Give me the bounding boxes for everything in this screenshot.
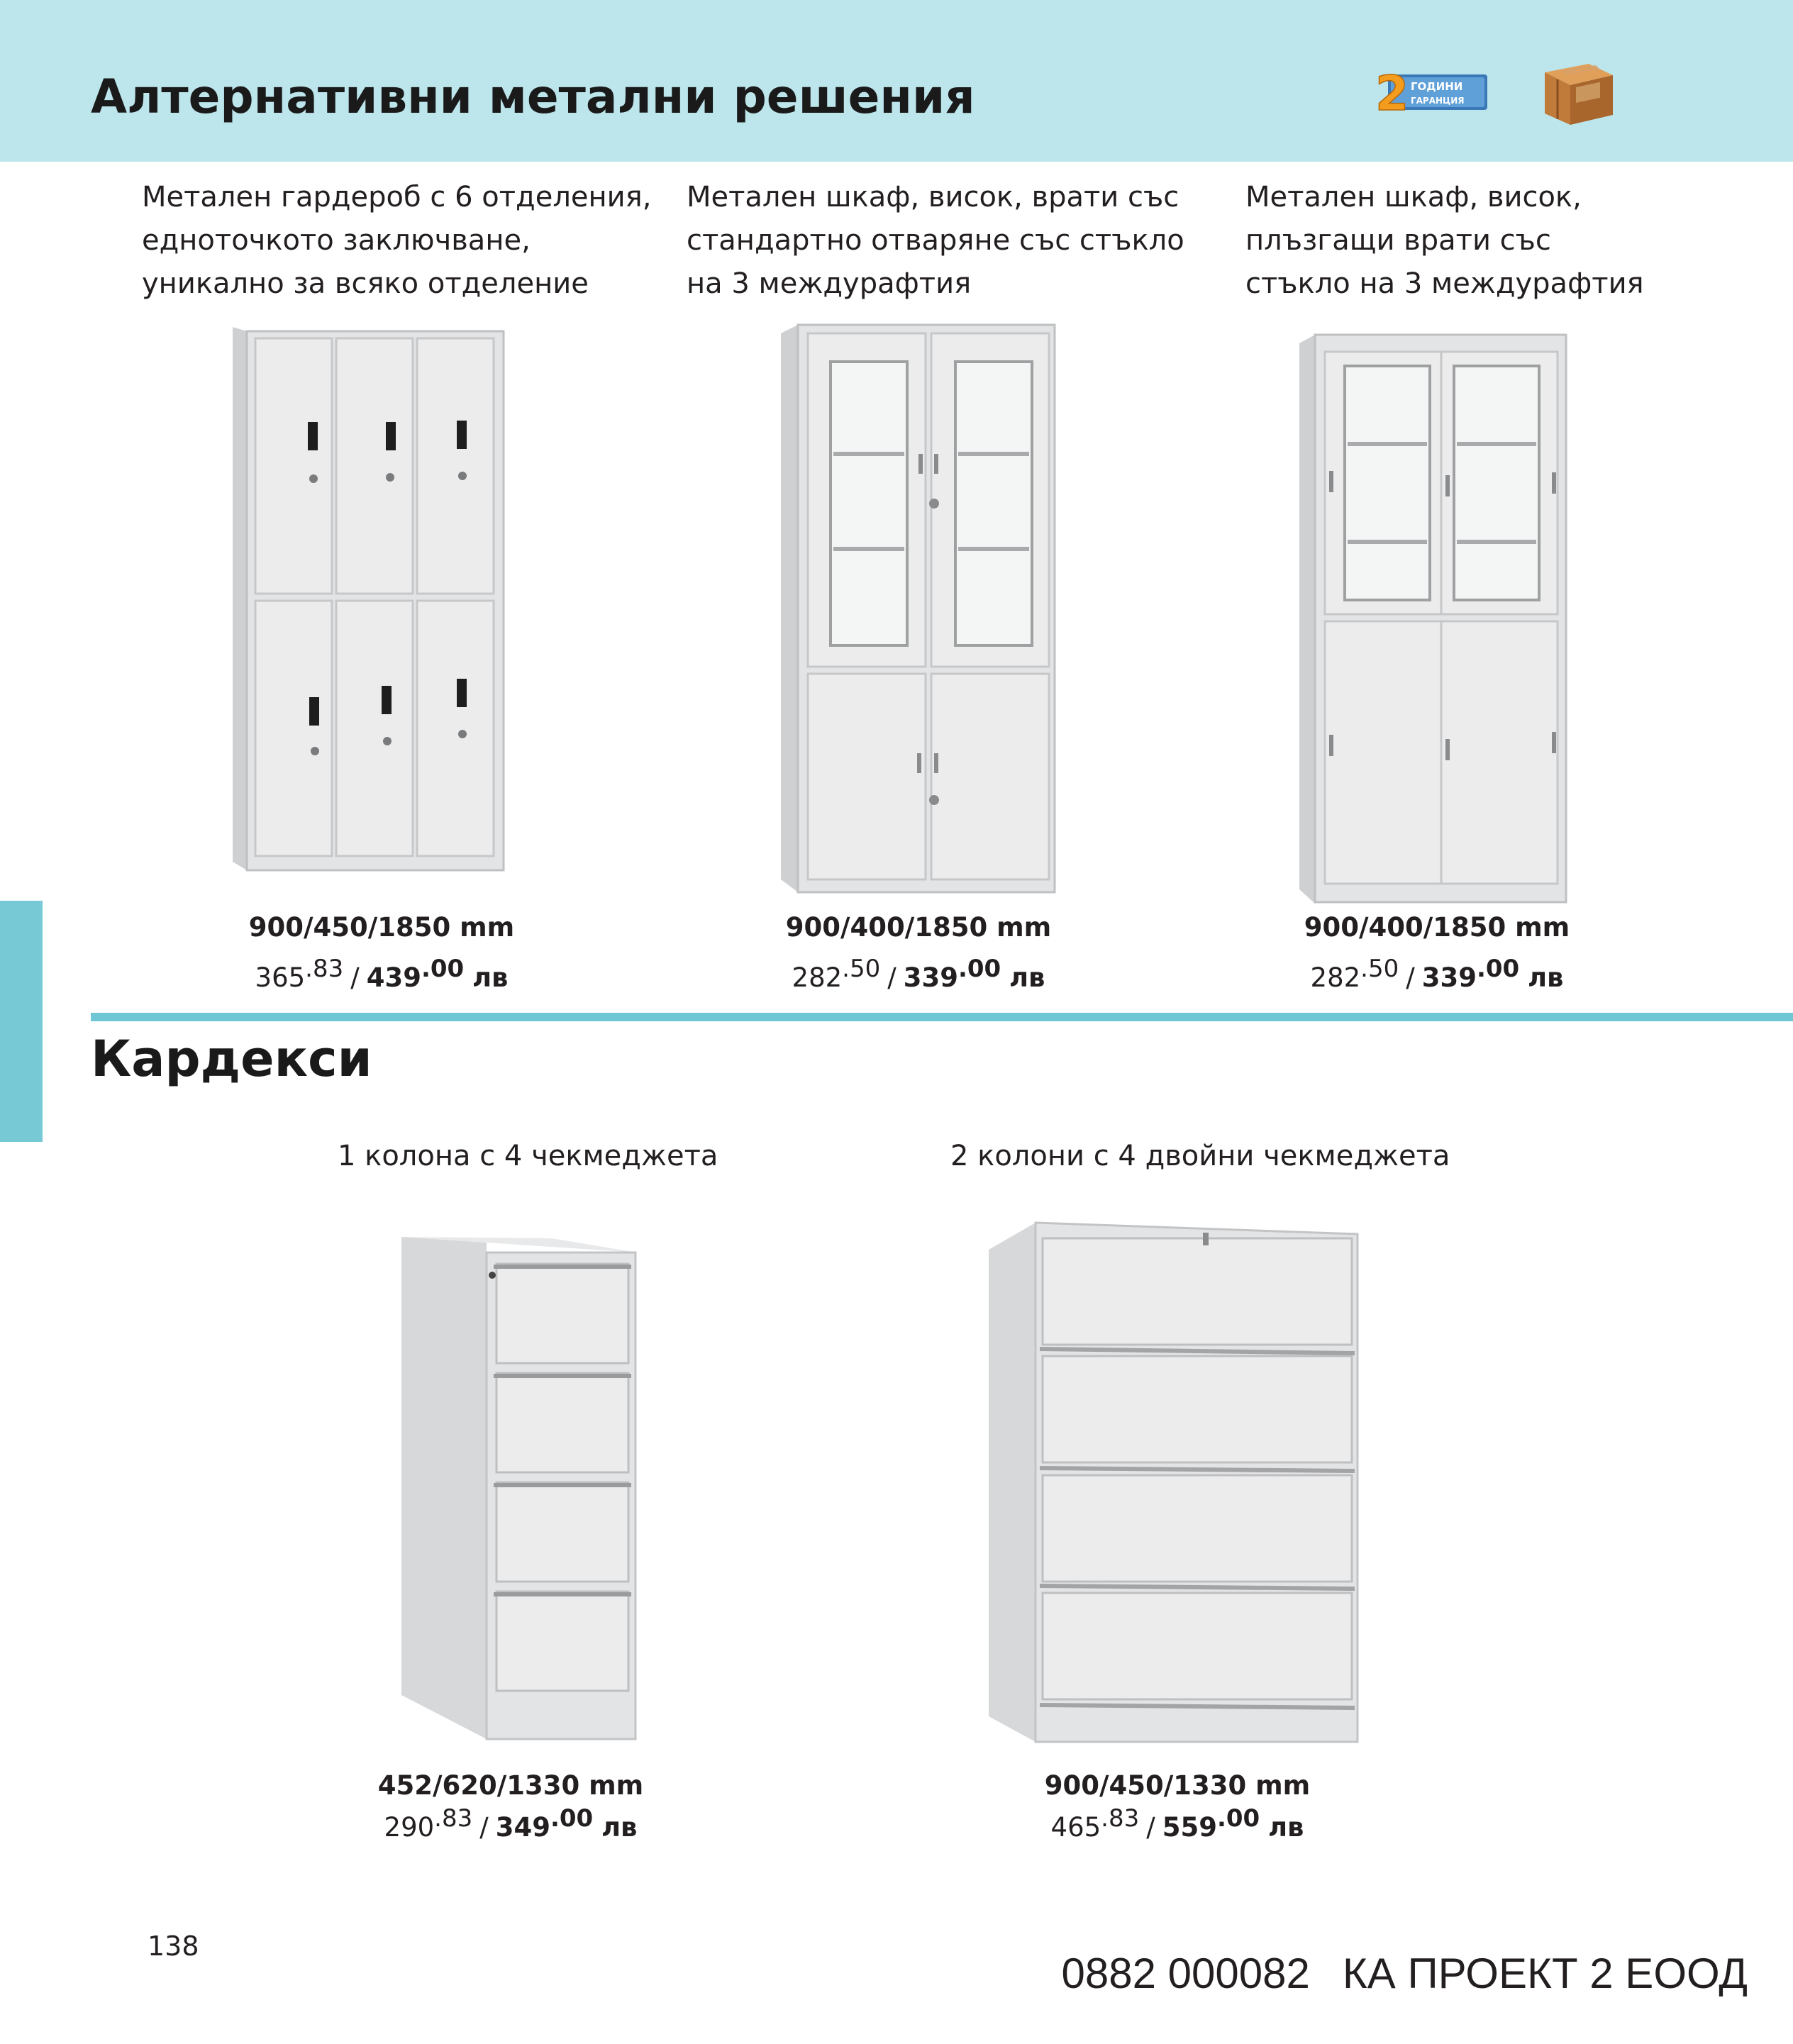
- warranty-line2: ГАРАНЦИЯ: [1411, 96, 1465, 106]
- cardex-single-column-image: [397, 1234, 638, 1742]
- price-gross-int: 339: [1421, 962, 1477, 993]
- price-net-int: 290: [384, 1812, 435, 1843]
- footer-contact: [1061, 1949, 1748, 1998]
- cardex-double-column-image: [986, 1220, 1362, 1743]
- price-net-dec: .83: [1101, 1804, 1140, 1833]
- price-net-dec: .83: [434, 1804, 473, 1833]
- price-gross-int: 349: [495, 1812, 550, 1843]
- warranty-digit: 2: [1375, 67, 1409, 116]
- product-2-desc-line: на 3 междурафтия: [687, 267, 972, 300]
- product-1-desc-line: едноточкото заключване,: [142, 224, 531, 257]
- locker-wardrobe-image: [226, 323, 523, 876]
- price-net-int: 282: [1310, 962, 1361, 993]
- product-2-description: [687, 176, 1184, 306]
- section-side-tab: [0, 901, 43, 1142]
- cardex-2-dimensions: 900/450/1330 mm: [1044, 1770, 1311, 1801]
- cardex-2-description: 2 колони с 4 двойни чекмеджета: [950, 1140, 1450, 1172]
- price-gross-dec: .00: [1216, 1804, 1260, 1833]
- product-2-dimensions: 900/400/1850 mm: [785, 912, 1052, 943]
- price-currency: лв: [1267, 1812, 1304, 1843]
- price-gross-int: 439: [366, 962, 421, 993]
- price-net-int: 465: [1050, 1812, 1101, 1843]
- product-1-price: 365.83 / 439.00 лв: [255, 955, 509, 993]
- sliding-door-cabinet-image: [1295, 331, 1579, 906]
- price-gross-dec: .00: [550, 1804, 594, 1833]
- warranty-badge-icon: [1372, 67, 1492, 116]
- price-net-dec: .50: [842, 955, 881, 983]
- price-gross-dec: .00: [421, 955, 465, 983]
- cardex-1-description: 1 колона с 4 чекмеджета: [338, 1140, 718, 1172]
- product-1-description: [142, 176, 651, 306]
- footer-company: КА ПРОЕКТ 2 ЕООД: [1342, 1950, 1748, 1997]
- product-3-dimensions: 900/400/1850 mm: [1304, 912, 1570, 943]
- section-divider: [91, 1013, 1793, 1021]
- product-1-desc-line: уникално за всяко отделение: [142, 267, 589, 300]
- price-currency: лв: [601, 1812, 638, 1843]
- price-gross-dec: .00: [957, 955, 1001, 983]
- cardex-1-dimensions: 452/620/1330 mm: [377, 1770, 644, 1801]
- price-net-int: 365: [255, 962, 306, 993]
- product-2-desc-line: Метален шкаф, висок, врати със: [687, 181, 1179, 213]
- price-net-dec: .83: [305, 955, 344, 983]
- package-box-icon: [1539, 54, 1617, 128]
- price-net-int: 282: [792, 962, 843, 993]
- product-1-dimensions: 900/450/1850 mm: [248, 912, 515, 943]
- product-3-description: [1245, 176, 1644, 306]
- product-3-price: 282.50 / 339.00 лв: [1310, 955, 1564, 993]
- product-2-desc-line: стандартно отваряне със стъкло: [687, 224, 1184, 257]
- section-title-cardex: Кардекси: [91, 1030, 372, 1088]
- product-3-desc-line: плъзгащи врати със: [1245, 224, 1551, 257]
- price-gross-int: 559: [1162, 1812, 1217, 1843]
- cardex-2-price: 465.83 / 559.00 лв: [1050, 1804, 1304, 1843]
- product-3-desc-line: Метален шкаф, висок,: [1245, 181, 1582, 213]
- price-currency: лв: [472, 962, 509, 993]
- price-net-dec: .50: [1360, 955, 1399, 983]
- price-currency: лв: [1527, 962, 1564, 993]
- price-gross-dec: .00: [1476, 955, 1520, 983]
- warranty-line1: ГОДИНИ: [1411, 80, 1463, 93]
- product-1-desc-line: Метален гардероб с 6 отделения,: [142, 181, 652, 213]
- price-currency: лв: [1009, 962, 1045, 993]
- product-2-price: 282.50 / 339.00 лв: [792, 955, 1045, 993]
- product-3-desc-line: стъкло на 3 междурафтия: [1245, 267, 1644, 300]
- glass-door-cabinet-image: [777, 319, 1067, 895]
- cardex-1-price: 290.83 / 349.00 лв: [384, 1804, 638, 1843]
- page-number: 138: [148, 1931, 199, 1962]
- page-title: Алтернативни метални решения: [91, 70, 975, 124]
- footer-phone: 0882 000082: [1061, 1950, 1310, 1997]
- price-gross-int: 339: [903, 962, 958, 993]
